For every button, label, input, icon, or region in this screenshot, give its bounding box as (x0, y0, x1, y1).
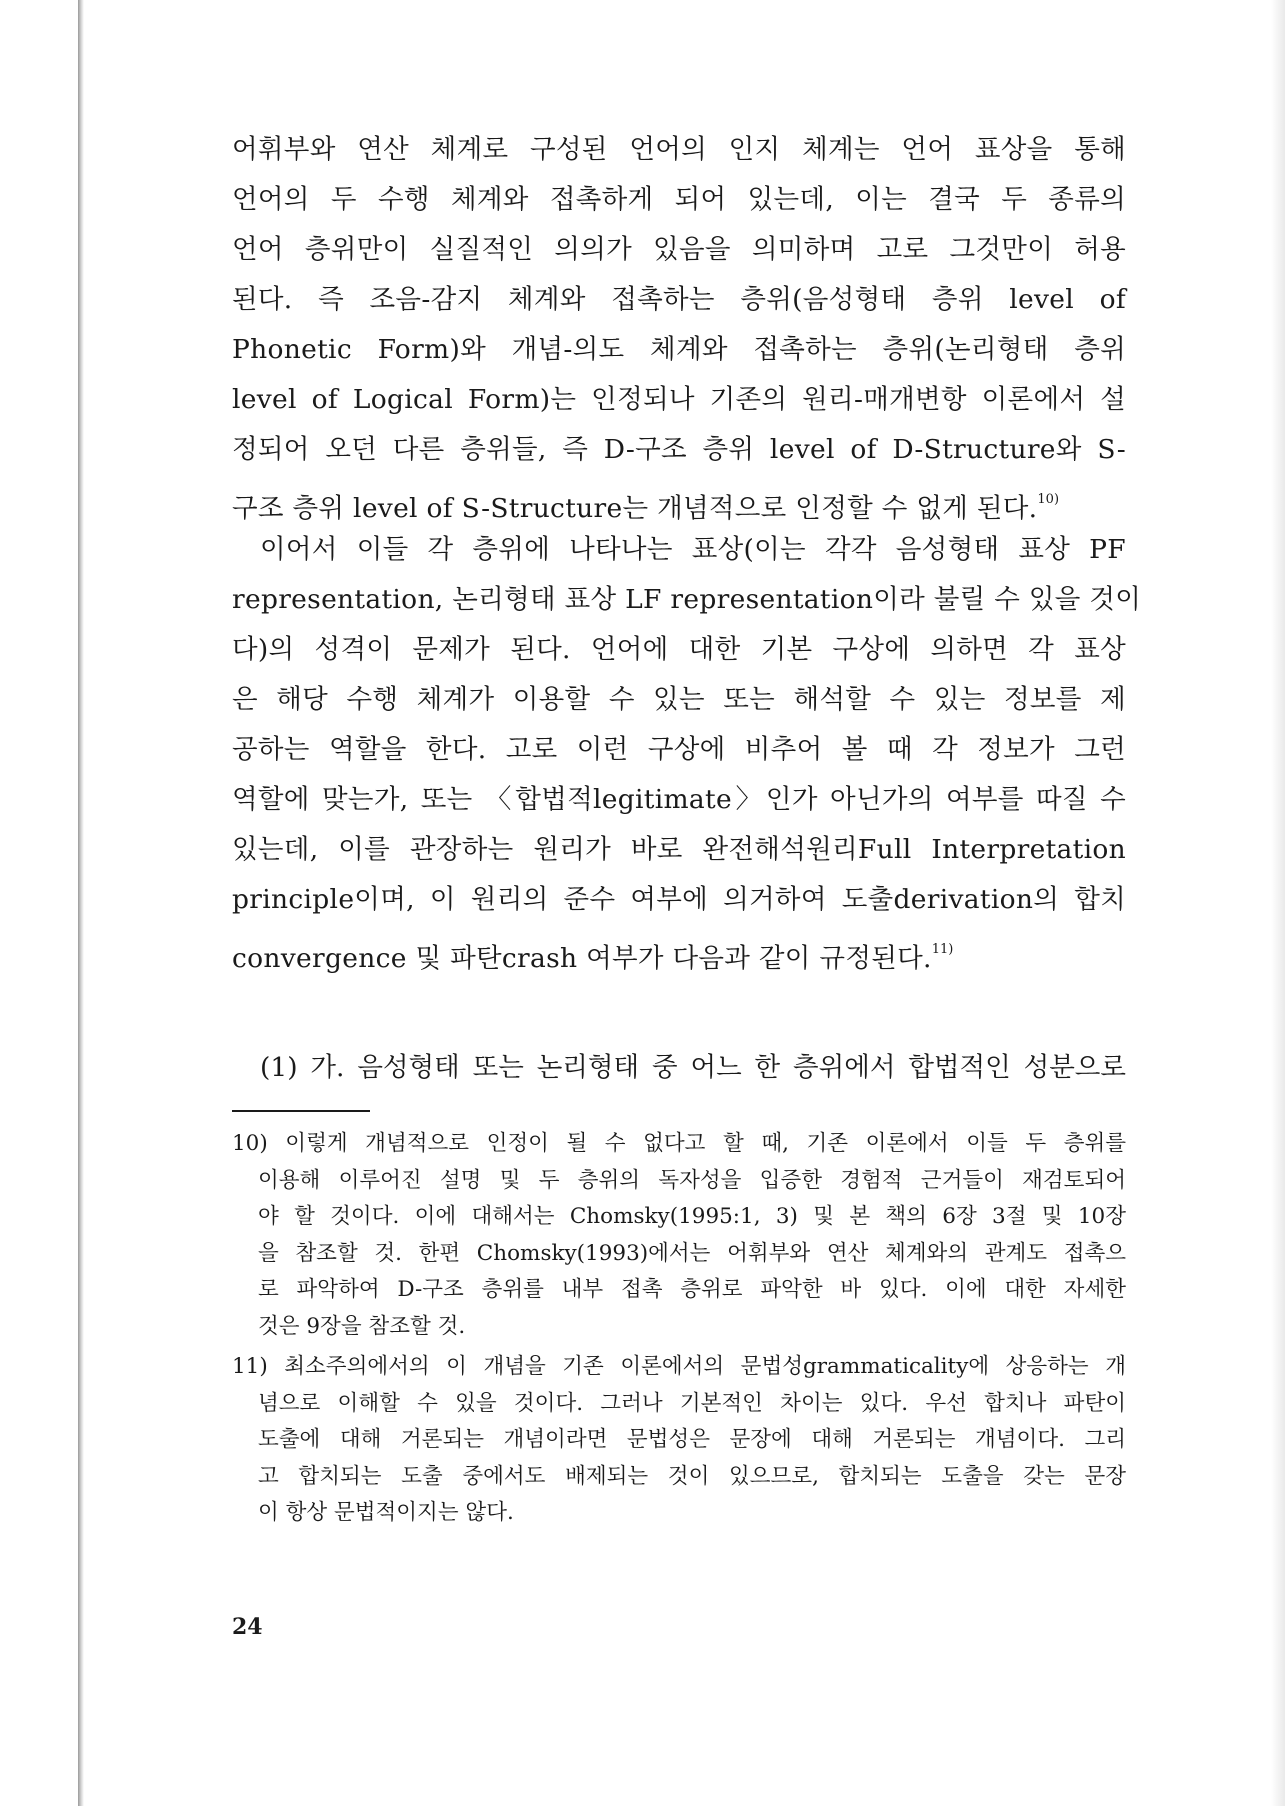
paragraph-2-line: 다)의 성격이 문제가 된다. 언어에 대한 기본 구상에 의하면 각 표상 (232, 634, 1126, 665)
body-line: 언어 층위만이 실질적인 의의가 있음을 의미하며 고로 그것만이 허용 (232, 234, 1126, 265)
footnote-ref-11[interactable]: 11) (931, 942, 954, 957)
page-right-edge (1271, 0, 1285, 1806)
footnote-line: 도출에 대해 거론되는 개념이라면 문법성은 문장에 대해 거론되는 개념이다. 그리 (258, 1427, 1126, 1452)
footnote-line: 념으로 이해할 수 있을 것이다. 그러나 기본적인 차이는 있다. 우선 합치나 파탄이 (258, 1390, 1126, 1416)
footnote-ref-10[interactable]: 10) (1037, 492, 1060, 507)
page-binding-shadow (78, 0, 84, 1806)
main-body-text (232, 125, 1142, 975)
body-line: Phonetic Form)와 개념-의도 체계와 접촉하는 층위(논리형태 층위 (232, 334, 1126, 365)
body-line: 정되어 오던 다른 층위들, 즉 D-구조 층위 level of D-Structure와 S- (232, 434, 1126, 465)
paragraph-2-line: 이어서 이들 각 층위에 나타나는 표상(이는 각각 음성형태 표상 PF (260, 534, 1126, 565)
footnote-line: 고 합치되는 도출 중에서도 배제되는 것이 있으므로, 합치되는 도출을 갖는 문장 (258, 1463, 1126, 1489)
body-line-text: 구조 층위 level of S-Structure는 개념적으로 인정할 수 없게 된다. (232, 493, 1038, 524)
footnote-line: 야 할 것이다. 이에 대해서는 Chomsky(1995:1, 3) 및 본 책의 6장 3절 및 10장 (258, 1204, 1126, 1229)
footnote-line: 10) 이렇게 개념적으로 인정이 될 수 없다고 할 때, 기존 이론에서 이들 두 층위를 (232, 1131, 1126, 1156)
footnote-line: 11) 최소주의에서의 이 개념을 기존 이론에서의 문법성grammaticality에 상응하는 개 (232, 1354, 1126, 1379)
paragraph-2-line: principle이며, 이 원리의 준수 여부에 의거하여 도출derivation의 합치 (232, 884, 1126, 915)
paragraph-2-line: representation, 논리형태 표상 LF representation이라 불릴 수 있을 것이 (232, 584, 1142, 615)
paragraph-2-line: 공하는 역할을 한다. 고로 이런 구상에 비추어 볼 때 각 정보가 그런 (232, 734, 1126, 765)
paragraph-2-line-text: convergence 및 파탄crash 여부가 다음과 같이 규정된다. (232, 943, 932, 974)
body-line: 된다. 즉 조음-감지 체계와 접촉하는 층위(음성형태 층위 level of (232, 284, 1126, 315)
footnote-11 (232, 1349, 1126, 1532)
footnote-divider (232, 1110, 370, 1112)
example-1: (1) 가. 음성형태 또는 논리형태 중 어느 한 층위에서 합법적인 성분으로 (260, 1052, 1126, 1083)
page-number: 24 (232, 1614, 263, 1640)
body-line: level of Logical Form)는 인정되나 기존의 원리-매개변항 이론에서 설 (232, 384, 1126, 415)
paragraph-2-line (232, 925, 1126, 975)
footnote-line: 로 파악하여 D-구조 층위를 내부 접촉 층위로 파악한 바 있다. 이에 대한 자세한 (258, 1277, 1126, 1302)
paragraph-2-line: 역할에 맞는가, 또는 〈합법적legitimate〉인가 아닌가의 여부를 따질 수 (232, 784, 1126, 815)
footnote-line: 이 항상 문법적이지는 않다. (258, 1500, 514, 1525)
body-line: 어휘부와 연산 체계로 구성된 언어의 인지 체계는 언어 표상을 통해 (232, 134, 1126, 165)
body-line: 언어의 두 수행 체계와 접촉하게 되어 있는데, 이는 결국 두 종류의 (232, 184, 1126, 215)
footnote-10 (232, 1126, 1126, 1345)
footnote-line: 이용해 이루어진 설명 및 두 층위의 독자성을 입증한 경험적 근거들이 재검토되어 (258, 1167, 1126, 1193)
footnotes (232, 1126, 1126, 1536)
paragraph-2-line: 있는데, 이를 관장하는 원리가 바로 완전해석원리Full Interpretation (232, 834, 1126, 865)
paragraph-2-line: 은 해당 수행 체계가 이용할 수 있는 또는 해석할 수 있는 정보를 제 (232, 684, 1126, 715)
footnote-line: 을 참조할 것. 한편 Chomsky(1993)에서는 어휘부와 연산 체계와의 관계도 접촉으 (258, 1240, 1126, 1266)
body-line (232, 475, 1126, 525)
footnote-line: 것은 9장을 참조할 것. (258, 1313, 466, 1339)
